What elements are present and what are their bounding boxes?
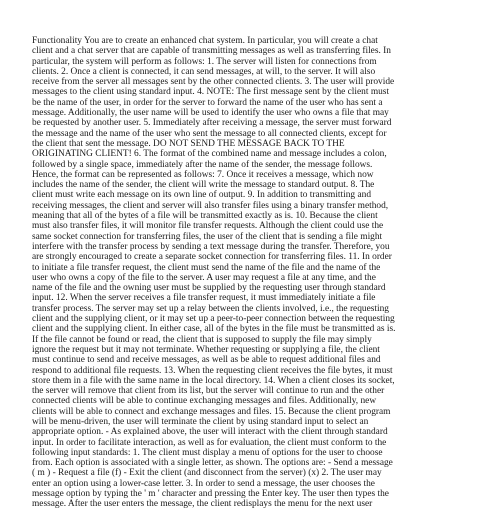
text-line: user who owns a copy of the file to the server. A user may request a file at any time, and the (32, 272, 376, 283)
text-line: name of the file and the owning user must be supplied by the requesting user through standard (32, 283, 386, 294)
text-line: ignore the request but it may not terminate. Whether requesting or supplying a file, the client (32, 344, 380, 355)
text-line: ( m ) - Request a file (f) - Exit the client (and disconnect from the server) (x) 2. The user may (32, 468, 382, 479)
text-line: client and a chat server that are capable of transmitting messages as well as transferring files. In (32, 46, 391, 57)
text-line: includes the name of the sender, the client will write the message to standard output. 8. The (32, 180, 375, 191)
text-line: clients. 2. Once a client is connected, it can send messages, at will, to the server. It will also (32, 66, 376, 77)
text-line: enter an option using a lower-case letter. 3. In order to send a message, the user chooses the (32, 478, 375, 489)
text-line: meaning that all of the bytes of a file will be transmitted exactly as is. 10. Because the client (32, 211, 378, 222)
text-line: store them in a file with the same name in the local directory. 14. When a client closes its socket, (32, 375, 395, 386)
text-line: client and the supplying client. In either case, all of the bytes in the file must be transmitted as is. (32, 324, 396, 335)
text-line: client and the supplying client, or it may set up a peer-to-peer connection between the requesting (32, 314, 395, 325)
text-line: be requested by another user. 5. Immediately after receiving a message, the server must forward (32, 118, 392, 129)
text-line: appropriate option. - As explained above, the user will interact with the client through standard (32, 427, 388, 438)
text-line: the client that sent the message. DO NOT SEND THE MESSAGE BACK TO THE (32, 138, 345, 149)
text-line: be the name of the user, in order for the server to forward the name of the user who has sent a (32, 97, 383, 108)
text-line: are strongly encouraged to create a separate socket connection for transferring files. 11. In order (32, 252, 392, 263)
text-line: messages to the client using standard input. 4. NOTE: The first message sent by the client must (32, 87, 390, 98)
text-line: connected clients will be able to continue exchanging messages and files. Additionally, new (32, 396, 377, 407)
text-line: must also transfer files, it will monitor file transfer requests. Although the client could use the (32, 221, 384, 232)
text-line: following input standards: 1. The client must display a menu of options for the user to choose (32, 447, 383, 458)
text-line: ORIGINATING CLIENT! 6. The format of the combined name and message includes a colon, (32, 149, 387, 160)
text-line: must continue to send and receive messages, as well as be able to request additional files and (32, 355, 381, 366)
text-line: from. Each option is associated with a single letter, as shown. The options are: - Send a message (32, 458, 393, 469)
text-line: receive from the server all messages sent by the other connected clients. 3. The user will provide (32, 77, 395, 88)
text-line: If the file cannot be found or read, the client that is supposed to supply the file may simply (32, 334, 372, 345)
text-line: followed by a single space, immediately after the name of the sender, the message follows. (32, 159, 373, 170)
text-line: message. After the user enters the message, the client redisplays the menu for the next user (32, 499, 373, 510)
text-line: transfer process. The server may set up a relay between the clients involved, i.e., the requesting (32, 303, 389, 314)
assignment-text-body (32, 36, 464, 510)
text-line: receiving messages, the client and server will also transfer files using a binary transfer method, (32, 200, 389, 211)
text-line: to initiate a file transfer request, the client must send the name of the file and the name of the (32, 262, 381, 273)
text-line: same socket connection for transferring files, the user of the client that is sending a file might (32, 231, 383, 242)
text-line: message option by typing the ' m ' character and pressing the Enter key. The user then types the (32, 489, 389, 500)
text-line: input. 12. When the server receives a file transfer request, it must immediately initiate a file (32, 293, 376, 304)
text-line: message. Additionally, the user name will be used to identify the user who owns a file that may (32, 108, 389, 119)
text-line: interfere with the transfer process by sending a text message during the transfer. Therefore, you (32, 241, 390, 252)
text-line: respond to additional file requests. 13. When the requesting client receives the file bytes, it must (32, 365, 393, 376)
text-line: Functionality You are to create an enhanced chat system. In particular, you will create a chat (32, 36, 378, 46)
text-line: the message and the name of the user who sent the message to all connected clients, except for (32, 128, 387, 139)
text-line: particular, the system will perform as follows: 1. The server will listen for connections from (32, 56, 377, 67)
text-line: will be menu-driven, the user will terminate the client by using standard input to select an (32, 416, 369, 427)
text-line: the server will remove that client from its list, but the server will continue to run and the other (32, 386, 385, 397)
text-line: clients will be able to connect and exchange messages and files. 15. Because the client program (32, 406, 391, 417)
text-line: client must write each message on its own line of output. 9. In addition to transmitting and (32, 190, 372, 201)
text-line: Hence, the format can be represented as follows: 7. Once it receives a message, which now (32, 169, 374, 180)
text-line: input. In order to facilitate interaction, as well as for evaluation, the client must conform to the (32, 437, 387, 448)
